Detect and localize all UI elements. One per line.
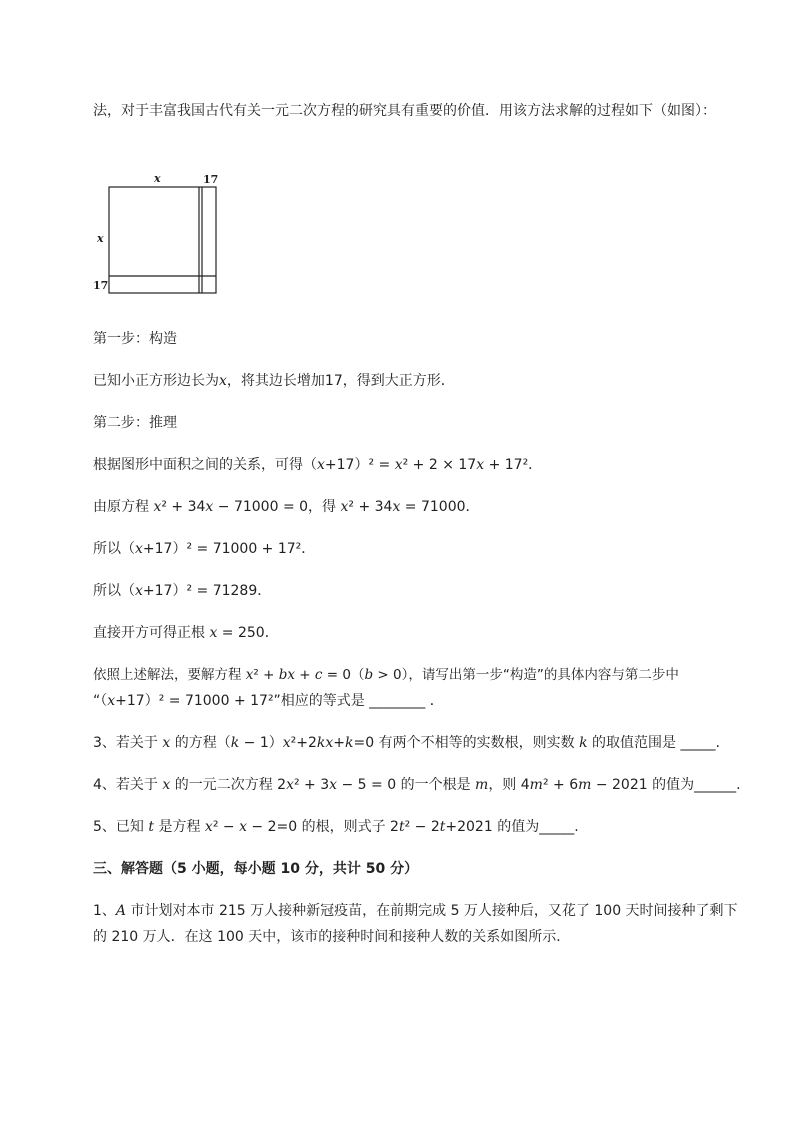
section-3-question-1: 1、A 市计划对本市 215 万人接种新冠疫苗，在前期完成 5 万人接种后，又花了 100 天时间接种了剩下的 210 万人．在这 100 天中，该市的接种时间和接种人数的关系如图所示． [93,903,738,945]
question-5: 5、已知 t 是方程 x² − x − 2=0 的根，则式子 2t² − 2t+2021 的值为_____. [93,819,579,835]
question-4: 4、若关于 x 的一元二次方程 2x² + 3x − 5 = 0 的一个根是 m，则 4m² + 6m − 2021 的值为______. [93,777,741,793]
intro-paragraph: 法，对于丰富我国古代有关一元二次方程的研究具有重要的价值．用该方法求解的过程如下（如图）： [93,103,716,119]
top-17-label: 17 [203,173,219,186]
left-x-label: x [97,232,104,245]
step2-line1: 根据图形中面积之间的关系，可得（x+17）² = x² + 2 × 17x + 17²． [93,457,543,473]
task-line2: “（x+17）² = 71000 + 17²”相应的等式是 ________ ． [93,693,444,709]
big-square [109,187,216,293]
question-3: 3、若关于 x 的方程（k − 1）x²+2kx+k=0 有两个不相等的实数根，则实数 k 的取值范围是 _____. [93,735,720,751]
step1-text: 已知小正方形边长为x，将其边长增加17，得到大正方形． [93,373,455,389]
top-x-label: x [154,172,161,185]
step2-title: 第二步：推理 [93,415,177,431]
step2-line2: 由原方程 x² + 34x − 71000 = 0，得 x² + 34x = 71000． [93,499,480,515]
step2-line5: 直接开方可得正根 x = 250． [93,625,279,641]
square-completion-figure [90,168,222,300]
step1-title: 第一步：构造 [93,331,177,347]
left-17-label: 17 [93,279,109,292]
task-line1: 依照上述解法，要解方程 x² + bx + c = 0（b > 0），请写出第一步“构造”的具体内容与第二步中 [93,667,679,683]
step2-line3: 所以（x+17）² = 71000 + 17²． [93,541,316,557]
step2-line4: 所以（x+17）² = 71289． [93,583,272,599]
section-3-heading: 三、解答题（5 小题，每小题 10 分，共计 50 分） [93,861,419,877]
